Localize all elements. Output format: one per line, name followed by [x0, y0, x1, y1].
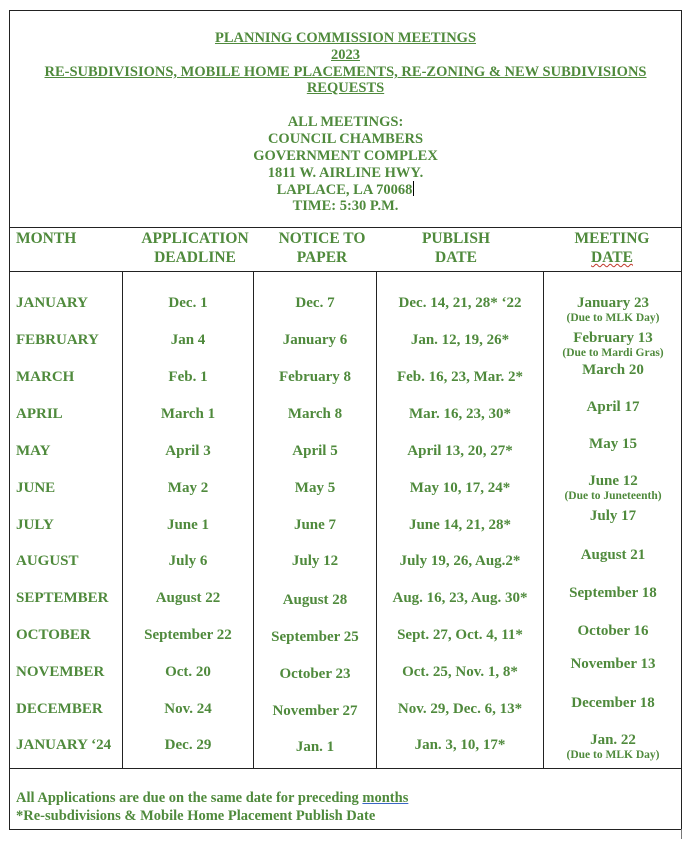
row-meeting-date	[582, 361, 644, 379]
row-publish-date: Feb. 16, 23, Mar. 2*	[396, 369, 524, 385]
row-meeting-date	[567, 731, 660, 762]
row-publish-date: May 10, 17, 24*	[409, 480, 511, 496]
meeting-date-text: January 23	[576, 295, 650, 311]
row-meeting-date	[564, 472, 661, 503]
row-month: DECEMBER	[16, 701, 103, 717]
meeting-date-note: (Due to MLK Day)	[566, 749, 660, 761]
table-body	[10, 272, 681, 769]
col-month: MONTH	[16, 230, 77, 247]
row-application-deadline: September 22	[144, 627, 232, 643]
row-notice-to-paper: Jan. 1	[295, 739, 335, 755]
row-meeting-date	[590, 507, 636, 525]
meeting-date-text: March 20	[582, 362, 644, 378]
row-application-deadline: June 1	[166, 517, 210, 533]
meeting-date-text: May 15	[589, 436, 637, 452]
col-application-line1: APPLICATION	[141, 230, 249, 247]
row-notice-to-paper: May 5	[294, 480, 336, 496]
column-divider	[543, 272, 544, 768]
row-application-deadline: Dec. 1	[168, 295, 208, 311]
column-divider	[253, 272, 254, 768]
row-month: MARCH	[16, 369, 75, 385]
row-publish-date: Sept. 27, Oct. 4, 11*	[397, 627, 523, 643]
page-subtitle-cont: REQUESTS	[306, 80, 385, 96]
meeting-date-text: July 17	[589, 508, 637, 524]
row-month: JULY	[16, 517, 54, 533]
page-subtitle: RE-SUBDIVISIONS, MOBILE HOME PLACEMENTS, RE-ZONING & NEW SUBDIVISIONS	[44, 64, 647, 80]
location-line: 1811 W. AIRLINE HWY.	[267, 165, 424, 181]
footer-notes	[16, 789, 408, 825]
row-notice-to-paper: August 28	[282, 592, 348, 608]
row-publish-date: Aug. 16, 23, Aug. 30*	[392, 590, 528, 606]
col-meeting	[544, 229, 680, 267]
col-publish-line1: PUBLISH	[421, 230, 491, 247]
row-notice-to-paper: February 8	[278, 369, 352, 385]
row-publish-date: April 13, 20, 27*	[407, 443, 513, 459]
row-notice-to-paper: March 8	[287, 406, 343, 422]
row-application-deadline: Oct. 20	[165, 664, 211, 680]
row-notice-to-paper: June 7	[293, 517, 337, 533]
row-notice-to-paper: April 5	[292, 443, 338, 459]
location-line: GOVERNMENT COMPLEX	[253, 148, 438, 164]
row-notice-to-paper: January 6	[282, 332, 348, 348]
col-application	[123, 229, 267, 267]
row-notice-to-paper: July 12	[291, 553, 339, 569]
row-month: MAY	[16, 443, 51, 459]
row-month: FEBRUARY	[16, 332, 99, 348]
row-publish-date: June 14, 21, 28*	[408, 517, 512, 533]
column-divider	[376, 272, 377, 768]
column-divider	[122, 272, 123, 768]
row-application-deadline: Nov. 24	[164, 701, 212, 717]
meeting-time: TIME: 5:30 P.M.	[292, 198, 399, 214]
row-month: APRIL	[16, 406, 63, 422]
row-month: SEPTEMBER	[16, 590, 109, 606]
header-block	[10, 11, 681, 228]
footer-line-2: *Re-subdivisions & Mobile Home Placement Publish Date	[16, 808, 376, 824]
page-title: PLANNING COMMISSION MEETINGS	[214, 30, 477, 46]
row-meeting-date	[569, 584, 657, 602]
column-headers	[10, 227, 681, 272]
location-line: ALL MEETINGS:	[287, 114, 404, 130]
row-notice-to-paper: November 27	[272, 703, 358, 719]
row-notice-to-paper: September 25	[271, 629, 359, 645]
row-meeting-date	[567, 294, 660, 325]
row-application-deadline: Dec. 29	[164, 737, 212, 753]
row-notice-to-paper: October 23	[279, 666, 351, 682]
row-meeting-date	[589, 435, 637, 453]
col-publish	[376, 229, 536, 267]
row-publish-date: Mar. 16, 23, 30*	[409, 406, 511, 422]
text-cursor	[413, 181, 414, 196]
location-city: LAPLACE, LA 70068	[276, 182, 413, 198]
row-month: AUGUST	[16, 553, 79, 569]
meeting-date-note: (Due to MLK Day)	[566, 312, 660, 324]
meeting-date-text: Jan. 22	[590, 732, 636, 748]
page-corner-mark	[681, 829, 687, 839]
col-meeting-line2: DATE	[591, 249, 633, 266]
row-meeting-date	[587, 398, 640, 416]
row-publish-date: Dec. 14, 21, 28* ‘22	[398, 295, 522, 311]
location-line: COUNCIL CHAMBERS	[267, 131, 424, 147]
row-application-deadline: August 22	[155, 590, 221, 606]
meeting-date-text: June 12	[588, 473, 638, 489]
row-meeting-date	[581, 546, 646, 564]
row-meeting-date	[570, 655, 655, 673]
row-month: JUNE	[16, 480, 56, 496]
row-application-deadline: March 1	[160, 406, 216, 422]
col-notice-line2: PAPER	[296, 249, 348, 266]
footer-months: months	[362, 790, 409, 806]
footer-line-1	[16, 789, 408, 807]
row-application-deadline: July 6	[168, 553, 208, 569]
col-application-line2: DEADLINE	[154, 249, 236, 266]
meeting-date-text: April 17	[586, 399, 640, 415]
row-application-deadline: Jan 4	[170, 332, 206, 348]
row-month: JANUARY	[16, 295, 88, 311]
meeting-date-note: (Due to Juneteenth)	[564, 490, 662, 502]
row-application-deadline: May 2	[167, 480, 209, 496]
meeting-date-text: September 18	[569, 585, 657, 601]
schedule-table	[9, 10, 682, 830]
row-publish-date: Jan. 3, 10, 17*	[414, 737, 506, 753]
row-month: NOVEMBER	[16, 664, 105, 680]
footer-text: All Applications are due on the same date for preceding	[16, 790, 363, 806]
meeting-date-text: November 13	[570, 656, 656, 672]
row-notice-to-paper: Dec. 7	[295, 295, 335, 311]
meeting-date-note: (Due to Mardi Gras)	[562, 347, 664, 359]
row-publish-date: Oct. 25, Nov. 1, 8*	[402, 664, 518, 680]
row-publish-date: Jan. 12, 19, 26*	[410, 332, 510, 348]
row-month: JANUARY ‘24	[16, 737, 112, 753]
row-application-deadline: April 3	[165, 443, 211, 459]
row-meeting-date	[578, 622, 649, 640]
row-publish-date: Nov. 29, Dec. 6, 13*	[397, 701, 523, 717]
row-publish-date: July 19, 26, Aug.2*	[399, 553, 521, 569]
col-notice	[254, 229, 390, 267]
row-month: OCTOBER	[16, 627, 91, 643]
col-meeting-line1: MEETING	[574, 230, 650, 247]
row-meeting-date	[562, 329, 663, 360]
row-meeting-date	[571, 694, 654, 712]
meeting-date-text: February 13	[573, 330, 653, 346]
location-address	[10, 181, 681, 198]
meeting-date-text: December 18	[571, 695, 655, 711]
col-publish-line2: DATE	[435, 249, 477, 266]
page-year: 2023	[331, 47, 360, 63]
meeting-date-text: October 16	[577, 623, 649, 639]
col-notice-line1: NOTICE TO	[278, 230, 366, 247]
meeting-date-text: August 21	[580, 547, 646, 563]
row-application-deadline: Feb. 1	[168, 369, 208, 385]
